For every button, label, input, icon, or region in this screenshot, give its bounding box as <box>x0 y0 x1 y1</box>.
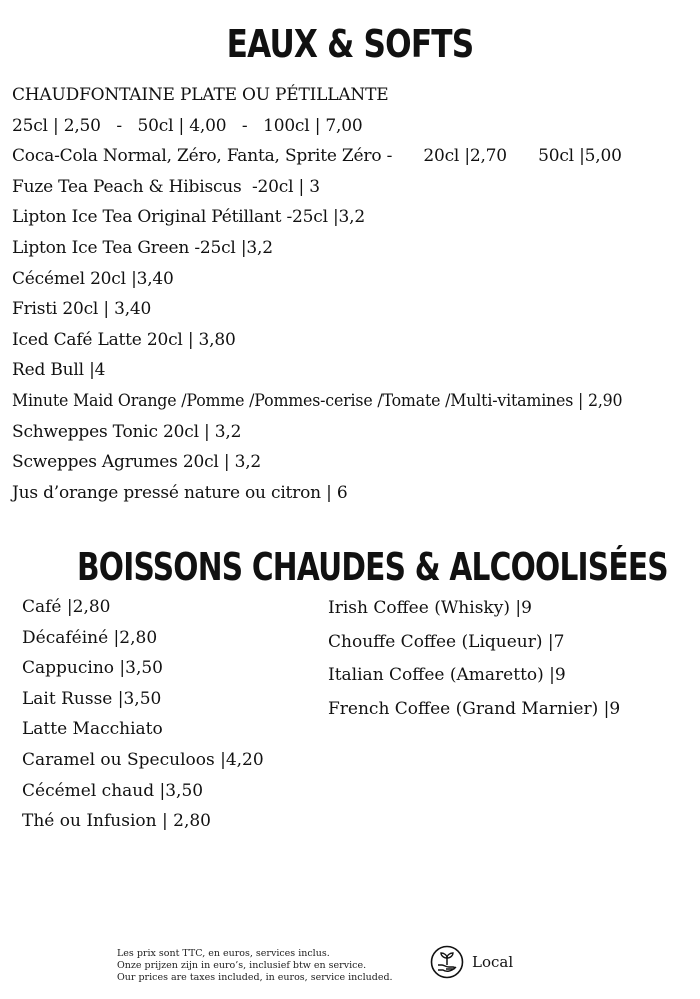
price-note <box>117 948 393 984</box>
list-item: Caramel ou Speculoos |4,20 <box>22 749 264 770</box>
local-label: Local <box>472 953 514 971</box>
list-item: Cécémel 20cl |3,40 <box>12 268 174 289</box>
section-title-boissons-chaudes: BOISSONS CHAUDES & ALCOOLISÉES <box>77 545 668 589</box>
price-note-nl: Onze prijzen zijn in euro’s, inclusief btw en service. <box>117 960 367 971</box>
seedling-hand-icon <box>430 945 464 979</box>
section-title-eaux-softs: EAUX & SOFTS <box>226 22 474 66</box>
list-item: Lipton Ice Tea Original Pétillant -25cl |3,2 <box>12 207 365 228</box>
local-badge <box>430 945 513 979</box>
list-item: Scweppes Agrumes 20cl | 3,2 <box>12 452 262 473</box>
cold-drinks-list <box>12 80 697 508</box>
list-item: Thé ou Infusion | 2,80 <box>22 811 211 832</box>
price-note-fr: Les prix sont TTC, en euros, services inclus. <box>117 948 330 959</box>
alcohol-coffees-list <box>328 592 620 726</box>
list-item: Italian Coffee (Amaretto) |9 <box>328 665 566 686</box>
price-note-en: Our prices are taxes included, in euros, service included. <box>117 972 393 983</box>
list-item: Fristi 20cl | 3,40 <box>12 299 152 320</box>
list-item: French Coffee (Grand Marnier) |9 <box>328 698 621 719</box>
list-item: Jus d’orange pressé nature ou citron | 6 <box>12 482 348 503</box>
list-item: Fuze Tea Peach & Hibiscus -20cl | 3 <box>12 176 320 197</box>
list-item: Irish Coffee (Whisky) |9 <box>328 598 532 618</box>
list-item: Lipton Ice Tea Green -25cl |3,2 <box>12 237 273 258</box>
list-item: Red Bull |4 <box>12 360 106 381</box>
list-item: Lait Russe |3,50 <box>22 688 162 709</box>
list-item: Cécémel chaud |3,50 <box>22 780 204 801</box>
list-item: Latte Macchiato <box>22 719 163 740</box>
list-item: Chouffe Coffee (Liqueur) |7 <box>328 631 565 652</box>
list-item: 25cl | 2,50 - 50cl | 4,00 - 100cl | 7,00 <box>12 115 363 136</box>
list-item: Café |2,80 <box>22 597 111 617</box>
list-item: Coca-Cola Normal, Zéro, Fanta, Sprite Zéro - 20cl |2,70 50cl |5,00 <box>12 146 622 167</box>
list-item: Décaféiné |2,80 <box>22 627 158 648</box>
list-item: Iced Café Latte 20cl | 3,80 <box>12 329 236 350</box>
list-item: Minute Maid Orange /Pomme /Pommes-cerise /Tomate /Multi-vitamines | 2,90 <box>12 390 623 411</box>
list-item: Schweppes Tonic 20cl | 3,2 <box>12 421 242 442</box>
list-item: Cappucino |3,50 <box>22 658 163 679</box>
hot-drinks-list <box>22 592 264 837</box>
list-item: CHAUDFONTAINE PLATE OU PÉTILLANTE <box>12 85 389 105</box>
